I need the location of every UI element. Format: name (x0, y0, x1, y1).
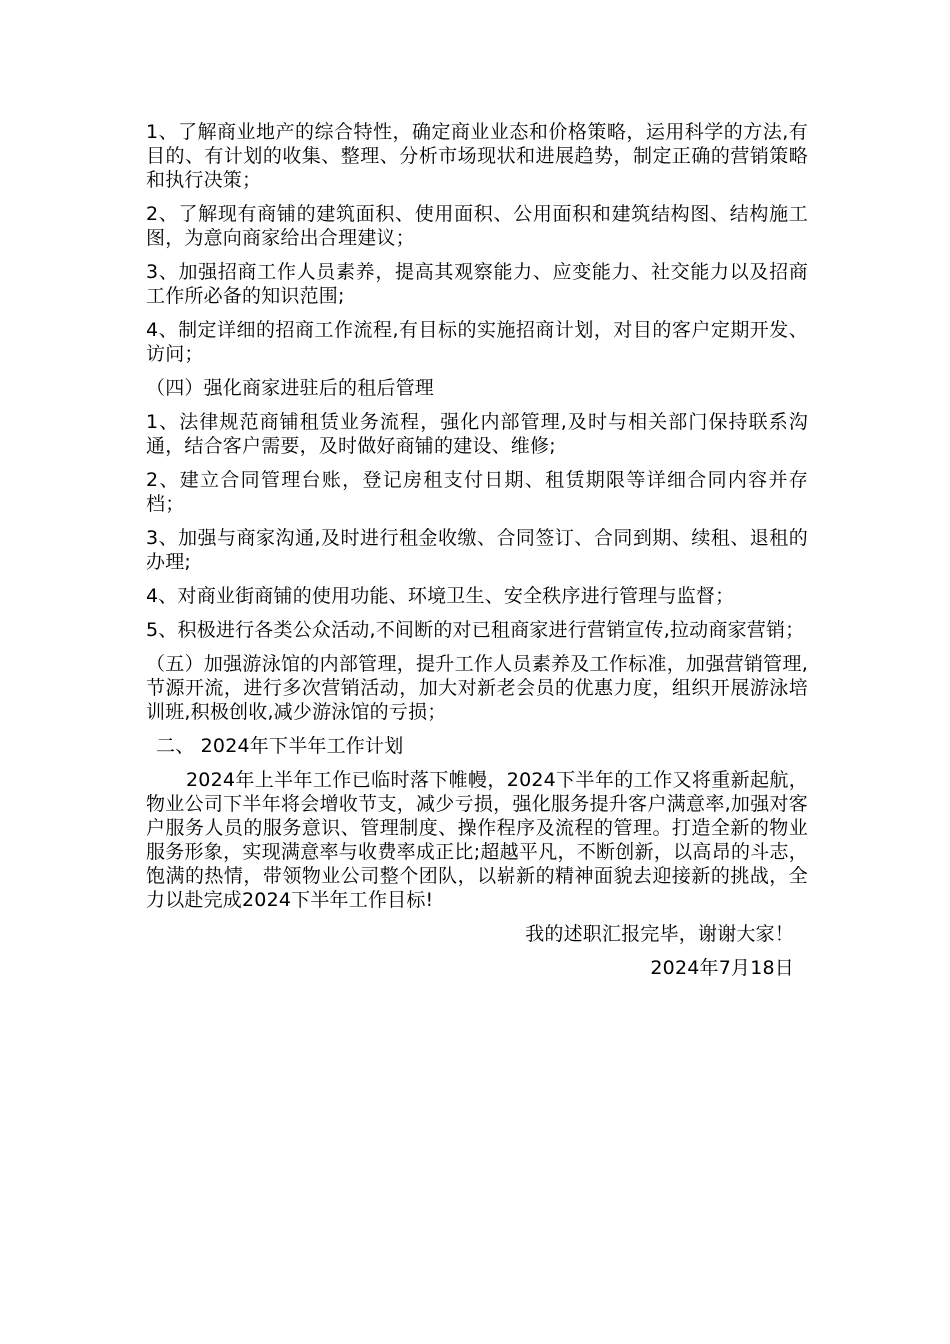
section-heading-4: （四）强化商家进驻后的租后管理 (146, 377, 435, 399)
document-date: 2024年7月18日 (650, 957, 794, 979)
paragraph-merchant-communication: 3、加强与商家沟通,及时进行租金收缴、合同签订、合同到期、续租、退租的办理; (146, 527, 808, 573)
paragraph-lease-process: 1、法律规范商铺租赁业务流程，强化内部管理,及时与相关部门保持联系沟通，结合客户需要，及时做好商铺的建设、维修; (146, 411, 808, 457)
paragraph-plan-body: 2024年上半年工作已临时落下帷幔，2024下半年的工作又将重新起航，物业公司下半年将会增收节支，减少亏损，强化服务提升客户满意率,加强对客户服务人员的服务意识、管理制度、操作程序及流程的管理。打造全新的物业服务形象，实现满意率与收费率成正比;超越平凡，不断创新，以高昂的斗志，饱满的热情，带领物业公司整个团队，以崭新的精神面貌去迎接新的挑战，全力以赴完成2024下半年工作目标! (146, 769, 808, 911)
paragraph-street-management: 4、对商业街商铺的使用功能、环境卫生、安全秩序进行管理与监督； (146, 585, 735, 607)
section-heading-2-plan: 二、 2024年下半年工作计划 (156, 735, 404, 757)
document-body (146, 120, 808, 990)
paragraph-public-activities: 5、积极进行各类公众活动,不间断的对已租商家进行营销宣传,拉动商家营销； (146, 619, 805, 641)
paragraph-1-business-property: 1、了解商业地产的综合特性，确定商业业态和价格策略，运用科学的方法,有目的、有计划的收集、整理、分析市场现状和进展趋势，制定正确的营销策略和执行决策； (146, 121, 808, 191)
paragraph-contract-ledger: 2、建立合同管理台账，登记房租支付日期、租赁期限等详细合同内容并存档； (146, 469, 808, 515)
paragraph-4-process: 4、制定详细的招商工作流程,有目标的实施招商计划，对目的客户定期开发、访问； (146, 319, 808, 365)
section-5-swimming-pool: （五）加强游泳馆的内部管理，提升工作人员素养及工作标准，加强营销管理,节源开流，进行多次营销活动，加大对新老会员的优惠力度，组织开展游泳培训班,积极创收,减少游泳馆的亏损； (146, 653, 808, 723)
closing-remark: 我的述职汇报完毕，谢谢大家！ (525, 923, 794, 945)
paragraph-3-staff-quality: 3、加强招商工作人员素养，提高其观察能力、应变能力、社交能力以及招商工作所必备的知识范围; (146, 261, 808, 307)
paragraph-2-shop-area: 2、了解现有商铺的建筑面积、使用面积、公用面积和建筑结构图、结构施工图，为意向商家给出合理建议； (146, 203, 808, 249)
